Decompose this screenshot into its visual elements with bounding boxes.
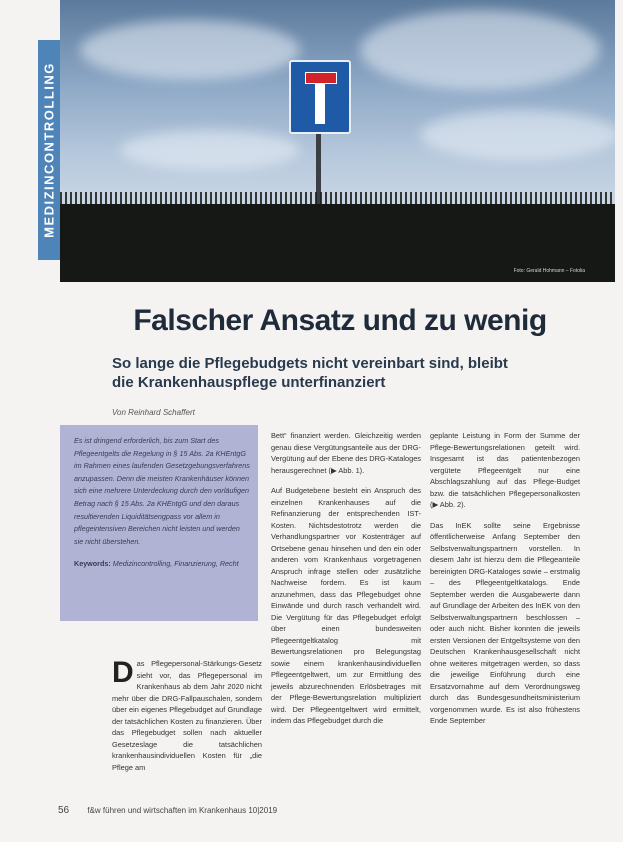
article-title: Falscher Ansatz und zu wenig — [133, 304, 547, 337]
paragraph: geplante Leistung in Form der Summe der Pflege-Bewertungsrelationen geteilt wird. Insgesamt ist das patientenbezogen vergütete Pflegeentgelt nur eine Abschlagszahlung auf das Pflege-Budget bzw. die tatsächlichen Pflegepersonalkosten (▶ Abb. 2). — [430, 431, 580, 509]
paragraph: Das InEK sollte seine Ergebnisse öffentlicherweise Anfang September den Selbstverwaltungspartnern vorstellen. In diesem Jahr ist hierzu dem die Pflegeanteile bereinigten DRG-Kataloges sowie – erstmalig – des Pflegeentgeltkatalogs. Ende September werden die Ausgabewerte dann auf Grundlage der Arbeiten des InEK von den Selbstverwaltungspartnern beschlossen – oder auch nicht. Bisher konnten die jeweils ersten Versionen der Entgeltsysteme von den Deutschen Krankenhausgesellschaft nicht ohne weiteres mitgetragen werden, so dass die jeweilige Einführung durch eine Ersatzvornahme auf dem Verordnungsweg durch das Bundesgesundheitsministerium vorgenommen wurde. Es ist also frühestens Ende September — [430, 520, 580, 725]
keywords — [74, 558, 250, 569]
publication-name: f&w führen und wirtschaften im Krankenhaus 10|2019 — [87, 806, 278, 815]
keywords-label: Keywords: — [74, 559, 111, 569]
abstract-box — [60, 425, 258, 621]
drop-cap: D — [112, 656, 134, 689]
page-footer — [58, 805, 277, 816]
section-label: MEDIZINCONTROLLING — [41, 62, 57, 238]
article-subtitle: So lange die Pflegebudgets nicht vereinbart sind, bleibt die Krankenhauspflege unterfinanziert — [112, 355, 508, 391]
byline: Von Reinhard Schaffert — [112, 408, 195, 417]
text-column-3 — [430, 430, 580, 736]
dead-end-sign-icon — [289, 60, 351, 134]
page-number: 56 — [58, 805, 70, 816]
section-tab — [38, 40, 60, 260]
text-column-1 — [112, 658, 262, 773]
keywords-list: Medizincontrolling, Finanzierung, Recht — [112, 559, 239, 569]
paragraph: Bett“ finanziert werden. Gleichzeitig werden genau diese Vergütungsanteile aus der DRG-Vergütung auf der Ebene des DRG-Kataloges herausgerechnet (▶ Abb. 1). — [271, 431, 421, 475]
abstract-text: Es ist dringend erforderlich, bis zum Start des Pflegeentgelts die Regelung in § 15 Abs. 2a KHEntgG im Rahmen eines laufenden Gesetzgebungsverfahrens anzupassen. Denn die meisten Krankenhäuser können sich eine mehrere Unterdeckung durch den vorläufigen Betrag nach § 15 Abs. 2a KHEntgG und den daraus resultierenden Liquiditätsengpass vor allem in pflegeintensiven Bereichen nicht leisten und werden sie nicht überstehen. — [74, 436, 250, 546]
paragraph: as Pflegepersonal-Stärkungs-Gesetz sieht vor, das Pflegepersonal im Krankenhaus ab dem Jahr 2020 nicht mehr über die DRG-Fallpauschalen, sondern über ein eigenes Pflegebudget auf Grundlage der tatsächlichen Kosten zu finanzieren. Über das Pflegebudget sollen nach aktueller Gesetzeslage die tatsächlichen krankenhausindividuellen Kosten für „die Pflege am — [112, 659, 262, 772]
photo-credit: Foto: Gerald Hohmann – Fotolia — [513, 268, 585, 274]
paragraph: Auf Budgetebene besteht ein Anspruch des einzelnen Krankenhauses auf die Refinanzierung der entsprechenden IST-Kosten. Nichtsdestotrotz werden die Verhandlungspartner vor Kostenträger auf Ortsebene genau hinsehen und den ein oder anderen vom Krankenhaus vorgetragenen Anspruch infrage stellen oder zusätzliche Nachweise fordern. Es ist kaum anzunehmen, dass das Pflegebudget ohne Einwände und durch rasch verhandelt wird. Die Vergütung für das Pflegebudget erfolgt über einen bundesweiten Pflegeentgeltkatalog mit Bewertungsrelationen pro Belegungstag sowie einem krankenhausindividuellen Pflegeentgeltwert, um zur Ermittlung des jeweils abzurechnenden Erlösbetrages mit der Pflege-Bewertungsrelation multipliziert wird. Der Pflegeentgeltwert wird ermittelt, indem das Pflegebudget durch die — [271, 486, 421, 725]
hero-photo — [60, 0, 615, 282]
text-column-2 — [271, 430, 421, 736]
